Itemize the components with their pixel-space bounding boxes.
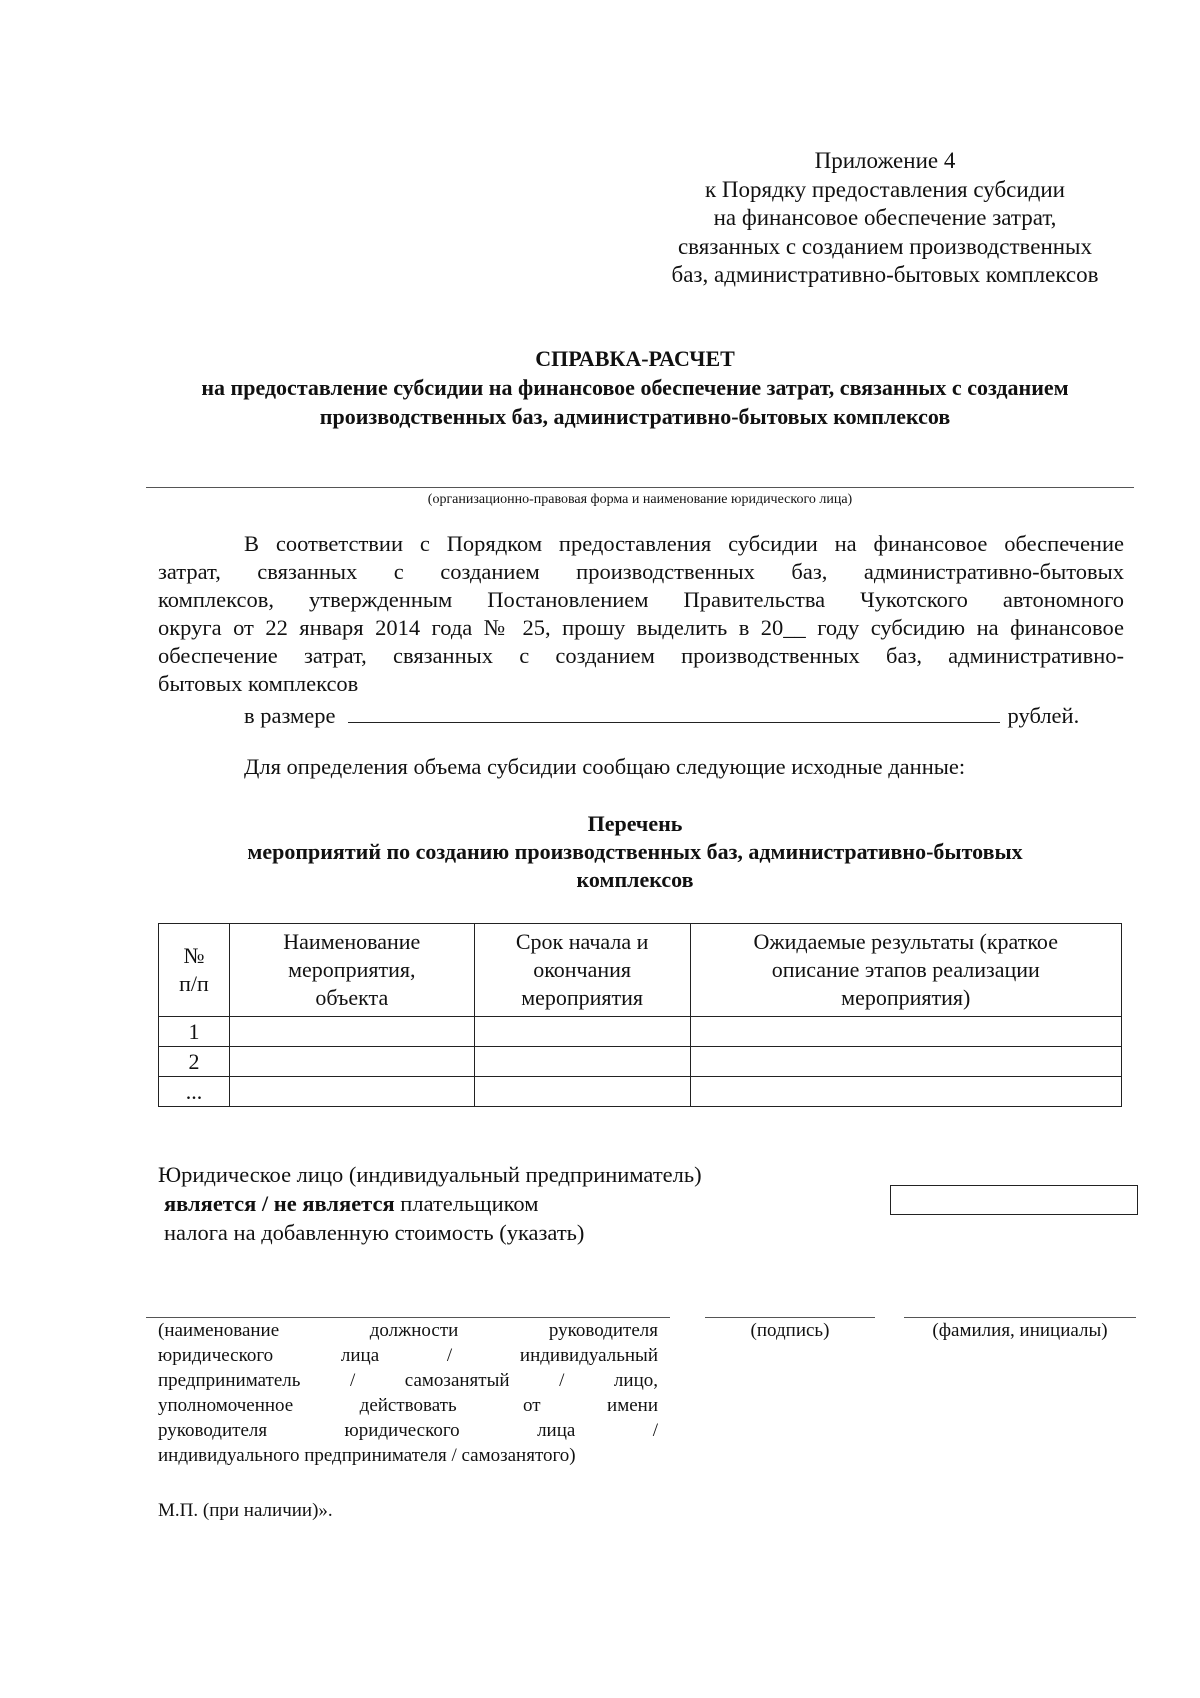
caption-line: предприниматель / самозанятый / лицо, — [158, 1370, 658, 1391]
header-expected-results — [690, 924, 1121, 1017]
header-text: описание этапов реализации — [771, 957, 1040, 982]
table-row — [159, 1077, 1122, 1107]
caption-line: индивидуального предпринимателя / самозанятого) — [158, 1445, 576, 1466]
header-text: мероприятия — [521, 985, 644, 1010]
header-measure-name — [229, 924, 474, 1017]
document-title — [140, 344, 1130, 431]
vat-answer-box[interactable] — [890, 1185, 1138, 1215]
paragraph-line: В соответствии с Порядком предоставления субсидии на финансовое обеспечение — [244, 531, 1124, 556]
appendix-line: на финансовое обеспечение затрат, — [713, 205, 1057, 230]
caption-line: руководителя юридического лица / — [158, 1420, 658, 1441]
list-title-line: комплексов — [576, 867, 694, 892]
header-text: мероприятия) — [841, 985, 971, 1010]
amount-row — [244, 700, 1094, 730]
row-number-cell: 2 — [159, 1047, 230, 1077]
table-cell[interactable] — [229, 1047, 474, 1077]
appendix-line: Приложение 4 — [814, 148, 956, 173]
stamp-note: М.П. (при наличии)». — [158, 1500, 333, 1521]
title-sub-line: производственных баз, административно-бытовых комплексов — [319, 404, 951, 429]
name-caption: (фамилия, инициалы) — [932, 1320, 1108, 1341]
appendix-line: связанных с созданием производственных — [677, 233, 1093, 259]
title-main: СПРАВКА-РАСЧЕТ — [535, 346, 735, 371]
caption-line: юридического лица / индивидуальный — [158, 1345, 658, 1366]
paragraph-line: затрат, связанных с созданием производственных баз, административно-бытовых — [158, 559, 1124, 584]
paragraph-line: обеспечение затрат, связанных с созданием производственных баз, административно- — [158, 643, 1124, 668]
title-sub-line: на предоставление субсидии на финансовое обеспечение затрат, связанных с созданием — [201, 375, 1069, 400]
signature-caption: (подпись) — [750, 1320, 830, 1341]
header-text: окончания — [533, 957, 632, 982]
table-cell[interactable] — [229, 1077, 474, 1107]
header-text: объекта — [315, 985, 389, 1010]
org-name-caption: (организационно-правовая форма и наименование юридического лица) — [427, 492, 853, 507]
amount-suffix: рублей. — [1007, 703, 1080, 728]
table-row — [159, 1047, 1122, 1077]
table-cell[interactable] — [474, 1047, 690, 1077]
header-text: Наименование — [283, 929, 421, 954]
list-title-line: мероприятий по созданию производственных баз, административно-бытовых — [247, 839, 1023, 864]
measures-list-title — [140, 810, 1130, 894]
list-title-line: Перечень — [587, 811, 683, 836]
paragraph-line: округа от 22 января 2014 года № 25, прошу выделить в 20__ году субсидию на финансовое — [158, 615, 1124, 640]
header-text: п/п — [179, 971, 209, 996]
row-number-cell: ... — [159, 1077, 230, 1107]
amount-fill-line[interactable] — [348, 700, 1000, 723]
row-number-cell: 1 — [159, 1017, 230, 1047]
table-cell[interactable] — [690, 1047, 1121, 1077]
header-text: мероприятия, — [288, 957, 416, 982]
header-text: Срок начала и — [515, 929, 649, 954]
vat-line: Юридическое лицо (индивидуальный предприниматель) — [158, 1162, 702, 1187]
table-cell[interactable] — [474, 1077, 690, 1107]
source-data-intro: Для определения объема субсидии сообщаю следующие исходные данные: — [244, 754, 966, 779]
paragraph-line: бытовых комплексов — [158, 671, 359, 696]
measures-table — [158, 923, 1122, 1107]
appendix-header — [620, 147, 1150, 290]
position-caption — [158, 1318, 658, 1468]
vat-line: налога на добавленную стоимость (указать) — [164, 1220, 585, 1245]
vat-status-block — [158, 1160, 878, 1247]
request-paragraph — [158, 530, 1124, 698]
table-cell[interactable] — [690, 1077, 1121, 1107]
vat-line — [158, 1189, 878, 1218]
vat-status-options: является / не является — [164, 1191, 395, 1216]
appendix-line: баз, административно-бытовых комплексов — [671, 262, 1099, 287]
table-row — [159, 1017, 1122, 1047]
table-cell[interactable] — [229, 1017, 474, 1047]
vat-line-rest: плательщиком — [394, 1191, 539, 1216]
header-number — [159, 924, 230, 1017]
table-cell[interactable] — [690, 1017, 1121, 1047]
table-cell[interactable] — [474, 1017, 690, 1047]
caption-line: (наименование должности руководителя — [158, 1320, 658, 1341]
org-name-fill-line — [146, 487, 1134, 488]
paragraph-line: комплексов, утвержденным Постановлением Правительства Чукотского автономного — [158, 587, 1124, 612]
header-timeframe — [474, 924, 690, 1017]
caption-line: уполномоченное действовать от имени — [158, 1395, 658, 1416]
header-text: Ожидаемые результаты (краткое — [753, 929, 1058, 954]
table-header-row — [159, 924, 1122, 1017]
amount-prefix: в размере — [244, 703, 336, 728]
header-text: № — [183, 943, 205, 968]
appendix-line: к Порядку предоставления субсидии — [705, 176, 1065, 202]
